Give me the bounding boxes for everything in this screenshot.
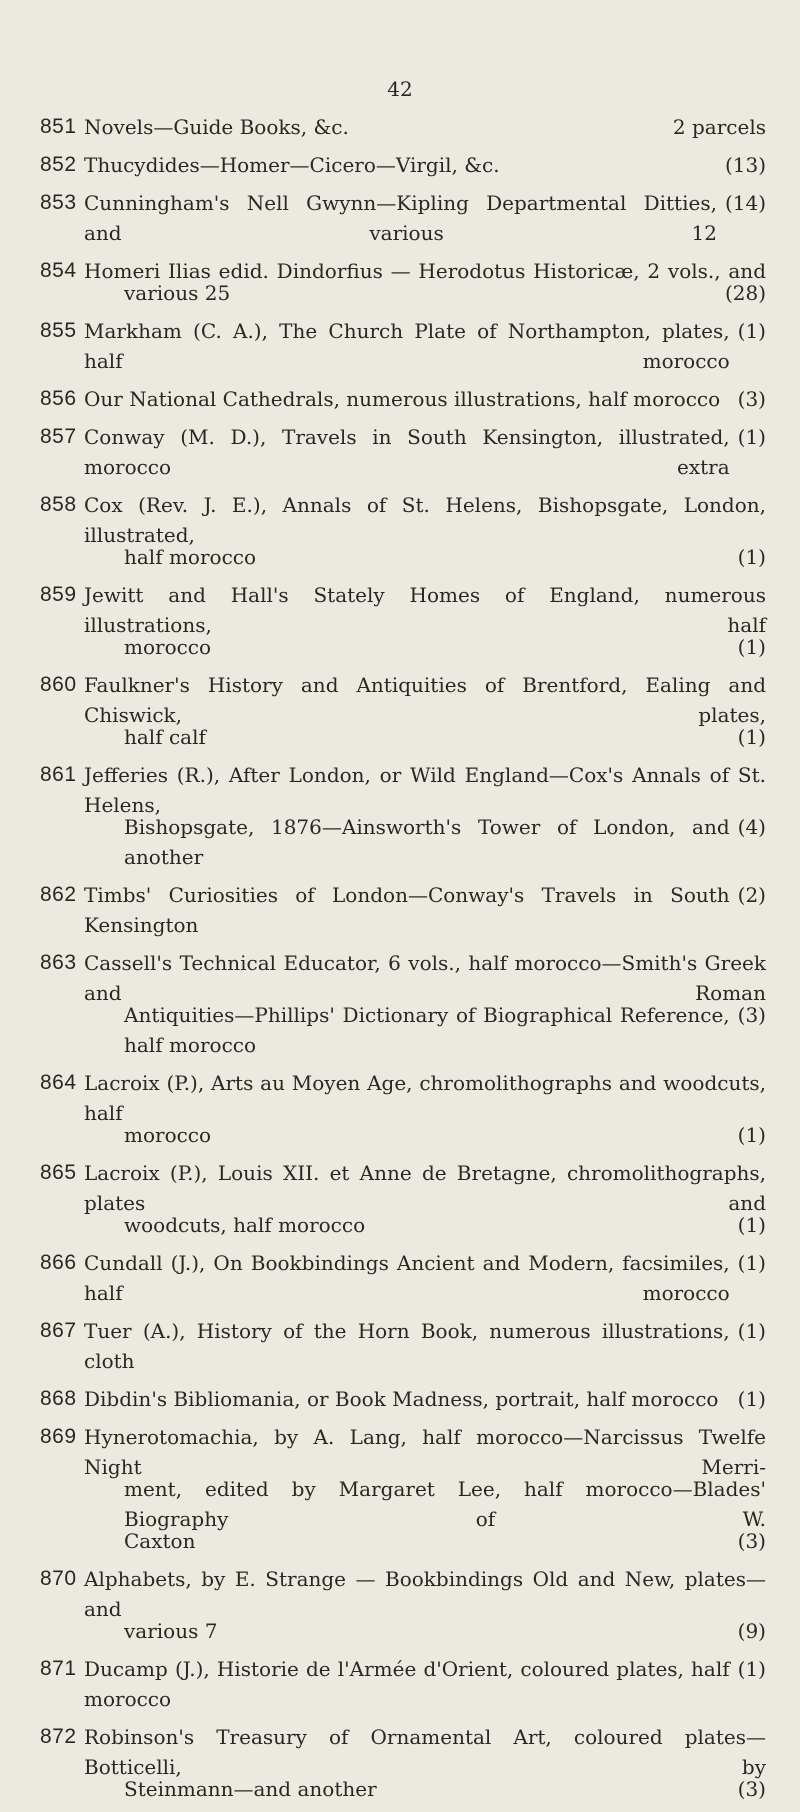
lot-quantity: (1) xyxy=(737,1657,766,1681)
lot-quantity: (3) xyxy=(737,1529,766,1553)
lot-number: 853 xyxy=(40,191,77,214)
catalogue-entry xyxy=(0,112,800,142)
lot-number: 871 xyxy=(40,1657,77,1680)
lot-quantity: (9) xyxy=(737,1619,766,1643)
lot-quantity: (3) xyxy=(737,1003,766,1027)
description-text: Markham (C. A.), The Church Plate of Northampton, plates, half morocco xyxy=(84,319,730,373)
entry-description xyxy=(84,1422,766,1482)
description-text: Lacroix (P.), Louis XII. et Anne de Bretagne, chromolithographs, plates and xyxy=(84,1161,766,1215)
entry-description xyxy=(84,948,766,1008)
catalogue-entry xyxy=(0,760,800,872)
description-text: woodcuts, half morocco xyxy=(124,1213,366,1237)
catalogue-entry xyxy=(0,150,800,180)
lot-number: 854 xyxy=(40,259,77,282)
entry-description xyxy=(84,760,766,820)
lot-quantity: (4) xyxy=(737,815,766,839)
lot-quantity: (1) xyxy=(737,1251,766,1275)
entry-description xyxy=(84,1248,766,1308)
description-text: Tuer (A.), History of the Horn Book, numerous illustrations, cloth xyxy=(84,1319,730,1373)
catalogue-entry xyxy=(0,948,800,1060)
lot-number: 864 xyxy=(40,1071,77,1094)
lot-quantity: 2 parcels xyxy=(672,115,766,139)
lot-number: 851 xyxy=(40,115,77,138)
lot-number: 867 xyxy=(40,1319,77,1342)
description-text: morocco xyxy=(124,1123,212,1147)
description-text: Hynerotomachia, by A. Lang, half morocco—Narcissus Twelfe Night Merri- xyxy=(84,1425,766,1479)
entry-description xyxy=(84,1384,766,1414)
lot-quantity: (2) xyxy=(737,883,766,907)
lot-number: 872 xyxy=(40,1725,77,1748)
lot-quantity: (1) xyxy=(737,1387,766,1411)
description-text: Bishopsgate, 1876—Ainsworth's Tower of London, and another xyxy=(124,815,730,869)
lot-number: 852 xyxy=(40,153,77,176)
description-text: Conway (M. D.), Travels in South Kensington, illustrated, morocco extra xyxy=(84,425,730,479)
lot-quantity: (1) xyxy=(737,545,766,569)
lot-quantity: (3) xyxy=(737,387,766,411)
entry-description xyxy=(84,1722,766,1782)
catalogue-entry xyxy=(0,1316,800,1376)
description-text: various 7 xyxy=(124,1619,218,1643)
description-text: Cunningham's Nell Gwynn—Kipling Departmental Ditties, and various 12 xyxy=(84,191,717,245)
lot-number: 866 xyxy=(40,1251,77,1274)
catalogue-entry xyxy=(0,580,800,662)
entry-description xyxy=(84,422,766,482)
description-text: Robinson's Treasury of Ornamental Art, coloured plates—Botticelli, by xyxy=(84,1725,766,1779)
catalogue-entry xyxy=(0,1422,800,1556)
description-text: Homeri Ilias edid. Dindorfius — Herodotus Historicæ, 2 vols., and xyxy=(84,259,766,283)
description-text: Alphabets, by E. Strange — Bookbindings Old and New, plates—and xyxy=(84,1567,766,1621)
lot-quantity: (14) xyxy=(724,191,766,215)
catalogue-entry xyxy=(0,384,800,414)
entry-description xyxy=(84,1654,766,1714)
page-number: 42 xyxy=(387,77,413,101)
catalogue-entry xyxy=(0,316,800,376)
description-text: Faulkner's History and Antiquities of Brentford, Ealing and Chiswick, plates, xyxy=(84,673,766,727)
entry-description xyxy=(84,1068,766,1128)
description-text: ment, edited by Margaret Lee, half morocco—Blades' Biography of W. xyxy=(124,1477,766,1531)
catalogue-entry xyxy=(0,1248,800,1308)
lot-number: 863 xyxy=(40,951,77,974)
lot-number: 869 xyxy=(40,1425,77,1448)
entry-description xyxy=(84,490,766,550)
catalogue-entry xyxy=(0,880,800,940)
catalogue-entry xyxy=(0,1722,800,1804)
entry-description-continued xyxy=(84,1120,766,1150)
entry-description xyxy=(84,580,766,640)
description-text: various 25 xyxy=(124,281,231,305)
description-text: half morocco xyxy=(124,545,257,569)
description-text: Thucydides—Homer—Cicero—Virgil, &c. xyxy=(84,153,500,177)
description-text: Antiquities—Phillips' Dictionary of Biographical Reference, half morocco xyxy=(124,1003,730,1057)
entry-description-continued xyxy=(84,812,766,872)
lot-number: 859 xyxy=(40,583,77,606)
catalogue-entry xyxy=(0,1068,800,1150)
lot-quantity: (1) xyxy=(737,319,766,343)
lot-quantity: (1) xyxy=(737,1319,766,1343)
lot-number: 865 xyxy=(40,1161,77,1184)
entry-description xyxy=(84,1158,766,1218)
description-text: Cundall (J.), On Bookbindings Ancient and Modern, facsimiles, half morocco xyxy=(84,1251,730,1305)
description-text: Novels—Guide Books, &c. xyxy=(84,115,349,139)
entry-description-continued xyxy=(84,1616,766,1646)
lot-number: 857 xyxy=(40,425,77,448)
description-text: Caxton xyxy=(124,1529,196,1553)
catalogue-entry xyxy=(0,422,800,482)
description-text: Dibdin's Bibliomania, or Book Madness, portrait, half morocco xyxy=(84,1387,719,1411)
description-text: Cassell's Technical Educator, 6 vols., half morocco—Smith's Greek and Roman xyxy=(84,951,766,1005)
lot-quantity: (1) xyxy=(737,1213,766,1237)
lot-quantity: (1) xyxy=(737,725,766,749)
lot-number: 855 xyxy=(40,319,77,342)
description-text: morocco xyxy=(124,635,212,659)
description-text: Cox (Rev. J. E.), Annals of St. Helens, Bishopsgate, London, illustrated, xyxy=(84,493,766,547)
entry-description xyxy=(84,188,766,248)
entry-description-continued xyxy=(84,1474,766,1534)
lot-quantity: (1) xyxy=(737,635,766,659)
lot-number: 870 xyxy=(40,1567,77,1590)
entry-description xyxy=(84,880,766,940)
description-text: half calf xyxy=(124,725,206,749)
description-text: Ducamp (J.), Historie de l'Armée d'Orient, coloured plates, half morocco xyxy=(84,1657,730,1711)
lot-number: 868 xyxy=(40,1387,77,1410)
catalogue-entry xyxy=(0,1654,800,1714)
description-text: Timbs' Curiosities of London—Conway's Travels in South Kensington xyxy=(84,883,730,937)
catalogue-entry xyxy=(0,490,800,572)
lot-quantity: (1) xyxy=(737,1123,766,1147)
lot-number: 858 xyxy=(40,493,77,516)
catalogue-entries xyxy=(0,112,800,1812)
entry-description xyxy=(84,384,766,414)
catalogue-entry xyxy=(0,670,800,752)
catalogue-entry xyxy=(0,256,800,308)
entry-description-continued xyxy=(84,1000,766,1060)
lot-quantity: (3) xyxy=(737,1777,766,1801)
description-text: Jewitt and Hall's Stately Homes of England, numerous illustrations, half xyxy=(84,583,766,637)
entry-description xyxy=(84,112,766,142)
description-text: Lacroix (P.), Arts au Moyen Age, chromolithographs and woodcuts, half xyxy=(84,1071,766,1125)
description-text: Jefferies (R.), After London, or Wild England—Cox's Annals of St. Helens, xyxy=(84,763,766,817)
description-text: Our National Cathedrals, numerous illustrations, half morocco xyxy=(84,387,721,411)
entry-description xyxy=(84,150,766,180)
description-text: Steinmann—and another xyxy=(124,1777,377,1801)
lot-number: 862 xyxy=(40,883,77,906)
lot-number: 856 xyxy=(40,387,77,410)
catalogue-entry xyxy=(0,1564,800,1646)
catalogue-entry xyxy=(0,188,800,248)
entry-description xyxy=(84,1564,766,1624)
catalogue-entry xyxy=(0,1384,800,1414)
catalogue-entry xyxy=(0,1158,800,1240)
lot-quantity: (13) xyxy=(724,153,766,177)
lot-quantity: (28) xyxy=(724,281,766,305)
entry-description xyxy=(84,670,766,730)
entry-description-continued xyxy=(84,542,766,572)
lot-number: 861 xyxy=(40,763,77,786)
entry-description xyxy=(84,316,766,376)
lot-quantity: (1) xyxy=(737,425,766,449)
entry-description xyxy=(84,1316,766,1376)
lot-number: 860 xyxy=(40,673,77,696)
